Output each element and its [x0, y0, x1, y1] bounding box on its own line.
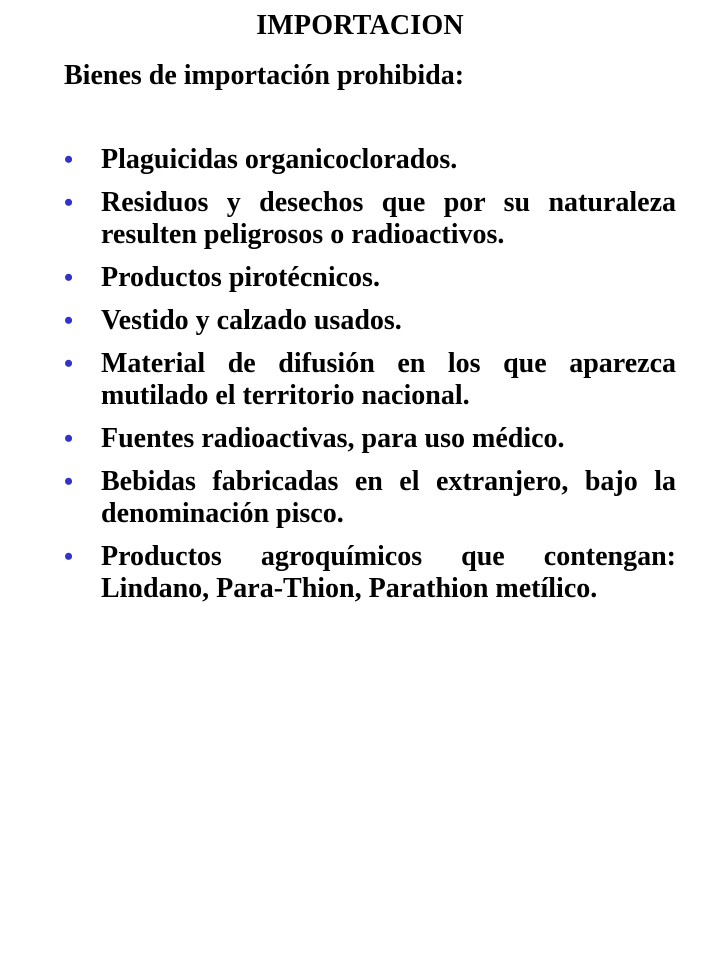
bullet-icon: • [64, 145, 74, 174]
list-item [64, 262, 676, 294]
list-item-text: Productos pirotécnicos. [101, 262, 380, 293]
prohibited-goods-list [64, 144, 676, 616]
bullet-icon: • [64, 467, 74, 496]
slide-subtitle: Bienes de importación prohibida: [64, 60, 465, 91]
list-item-text: Bebidas fabricadas en el extranjero, bajo la denominación pisco. [101, 466, 676, 529]
list-item-text: Residuos y desechos que por su naturaleza resulten peligrosos o radioactivos. [101, 187, 676, 250]
bullet-icon: • [64, 306, 74, 335]
list-item [64, 541, 676, 605]
list-item-text: Fuentes radioactivas, para uso médico. [101, 423, 565, 454]
list-item [64, 305, 676, 337]
list-item-text: Plaguicidas organicoclorados. [101, 144, 458, 175]
bullet-icon: • [64, 263, 74, 292]
list-item-text: Material de difusión en los que aparezca mutilado el territorio nacional. [101, 348, 676, 411]
list-item [64, 466, 676, 530]
slide-title: IMPORTACION [256, 10, 464, 41]
list-item [64, 187, 676, 251]
bullet-icon: • [64, 188, 74, 217]
list-item [64, 348, 676, 412]
list-item [64, 423, 676, 455]
bullet-icon: • [64, 424, 74, 453]
bullet-icon: • [64, 349, 74, 378]
list-item-text: Vestido y calzado usados. [101, 305, 402, 336]
list-item-text: Productos agroquímicos que contengan: Lindano, Para-Thion, Parathion metílico. [101, 541, 676, 604]
list-item [64, 144, 676, 176]
bullet-icon: • [64, 542, 74, 571]
